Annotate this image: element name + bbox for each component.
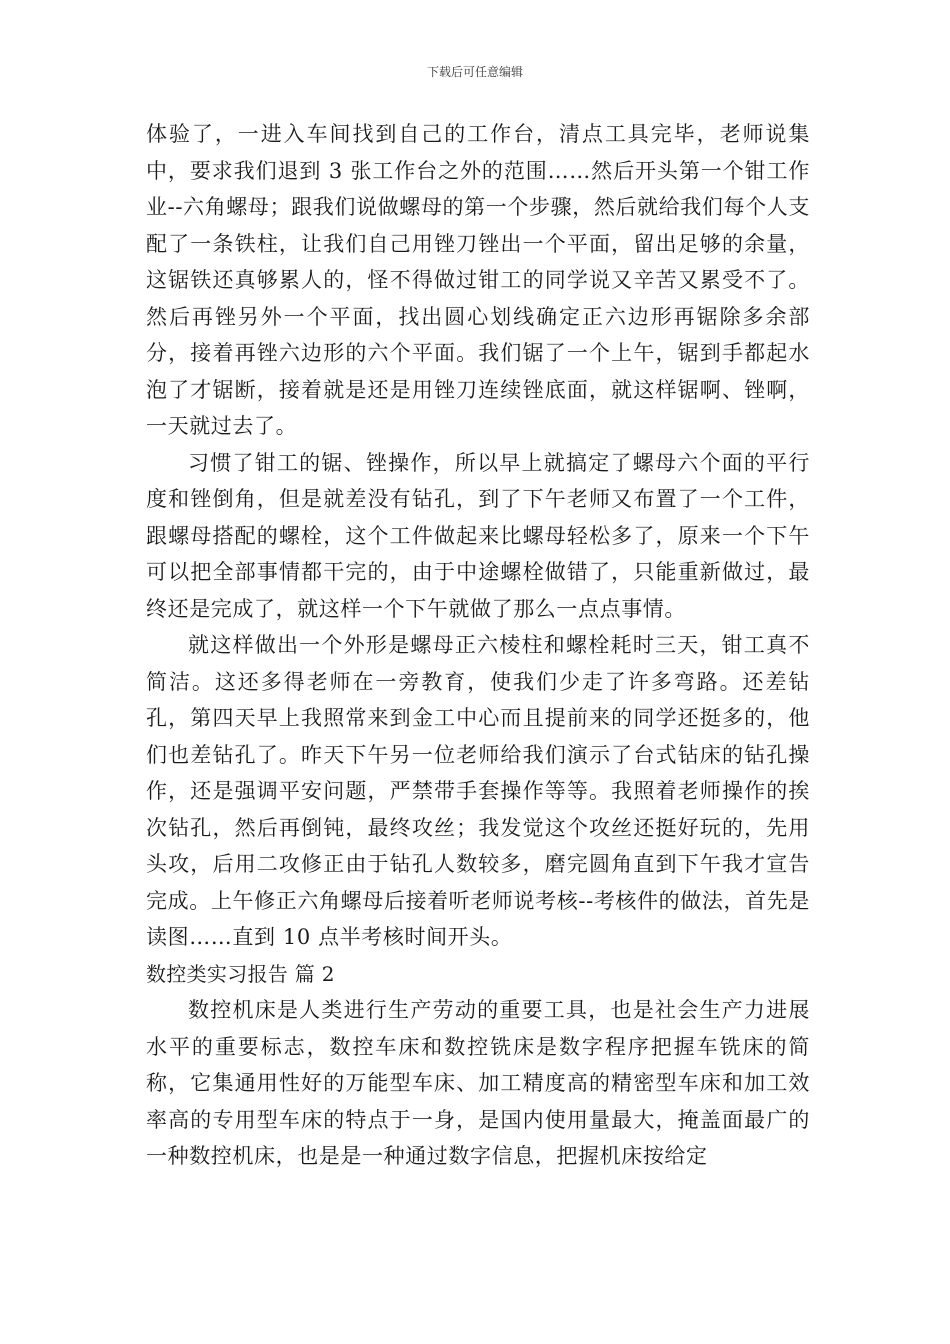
page-header: 下载后可任意编辑 bbox=[426, 65, 523, 79]
section-paragraph-1: 数控机床是人类进行生产劳动的重要工具，也是社会生产力进展水平的重要标志，数控车床和数控铣床是数字程序把握车铣床的简称，它集通用性好的万能型车床、加工精度高的精密型车床和加工效率高的专用型车床的特点于一身，是国内使用量最大，掩盖面最广的一种数控机床，也是是一种通过数字信息，把握机床按给定 bbox=[146, 998, 810, 1168]
body-paragraph-2: 习惯了钳工的锯、锉操作，所以早上就搞定了螺母六个面的平行度和锉倒角，但是就差没有钻孔，到了下午老师又布置了一个工件，跟螺母搭配的螺栓，这个工件做起来比螺母轻松多了，原来一个下午可以把全部事情都干完的，由于中途螺栓做错了，只能重新做过，最终还是完成了，就这样一个下午就做了那么一点点事情。 bbox=[146, 450, 810, 621]
section-heading: 数控类实习报告 篇 2 bbox=[146, 961, 335, 986]
document-body bbox=[146, 116, 810, 1175]
body-paragraph-1: 体验了，一进入车间找到自己的工作台，清点工具完毕，老师说集中，要求我们退到 3 张工作台之外的范围……然后开头第一个钳工作业--六角螺母；跟我们说做螺母的第一个步骤，然后就给我们每个人支配了一条铁柱，让我们自己用锉刀锉出一个平面，留出足够的余量，这锯铁还真够累人的，怪不得做过钳工的同学说又辛苦又累受不了。然后再锉另外一个平面，找出圆心划线确定正六边形再锯除多余部分，接着再锉六边形的六个平面。我们锯了一个上午，锯到手都起水泡了才锯断，接着就是还是用锉刀连续锉底面，就这样锯啊、锉啊，一天就过去了。 bbox=[146, 122, 810, 438]
body-paragraph-3: 就这样做出一个外形是螺母正六棱柱和螺栓耗时三天，钳工真不简洁。这还多得老师在一旁教育，使我们少走了许多弯路。还差钻孔，第四天早上我照常来到金工中心而且提前来的同学还挺多的，他们也差钻孔了。昨天下午另一位老师给我们演示了台式钻床的钻孔操作，还是强调平安问题，严禁带手套操作等等。我照着老师操作的挨次钻孔，然后再倒钝，最终攻丝；我发觉这个攻丝还挺好玩的，先用头攻，后用二攻修正由于钻孔人数较多，磨完圆角直到下午我才宣告完成。上午修正六角螺母后接着听老师说考核--考核件的做法，首先是读图……直到 10 点半考核时间开头。 bbox=[146, 633, 810, 949]
